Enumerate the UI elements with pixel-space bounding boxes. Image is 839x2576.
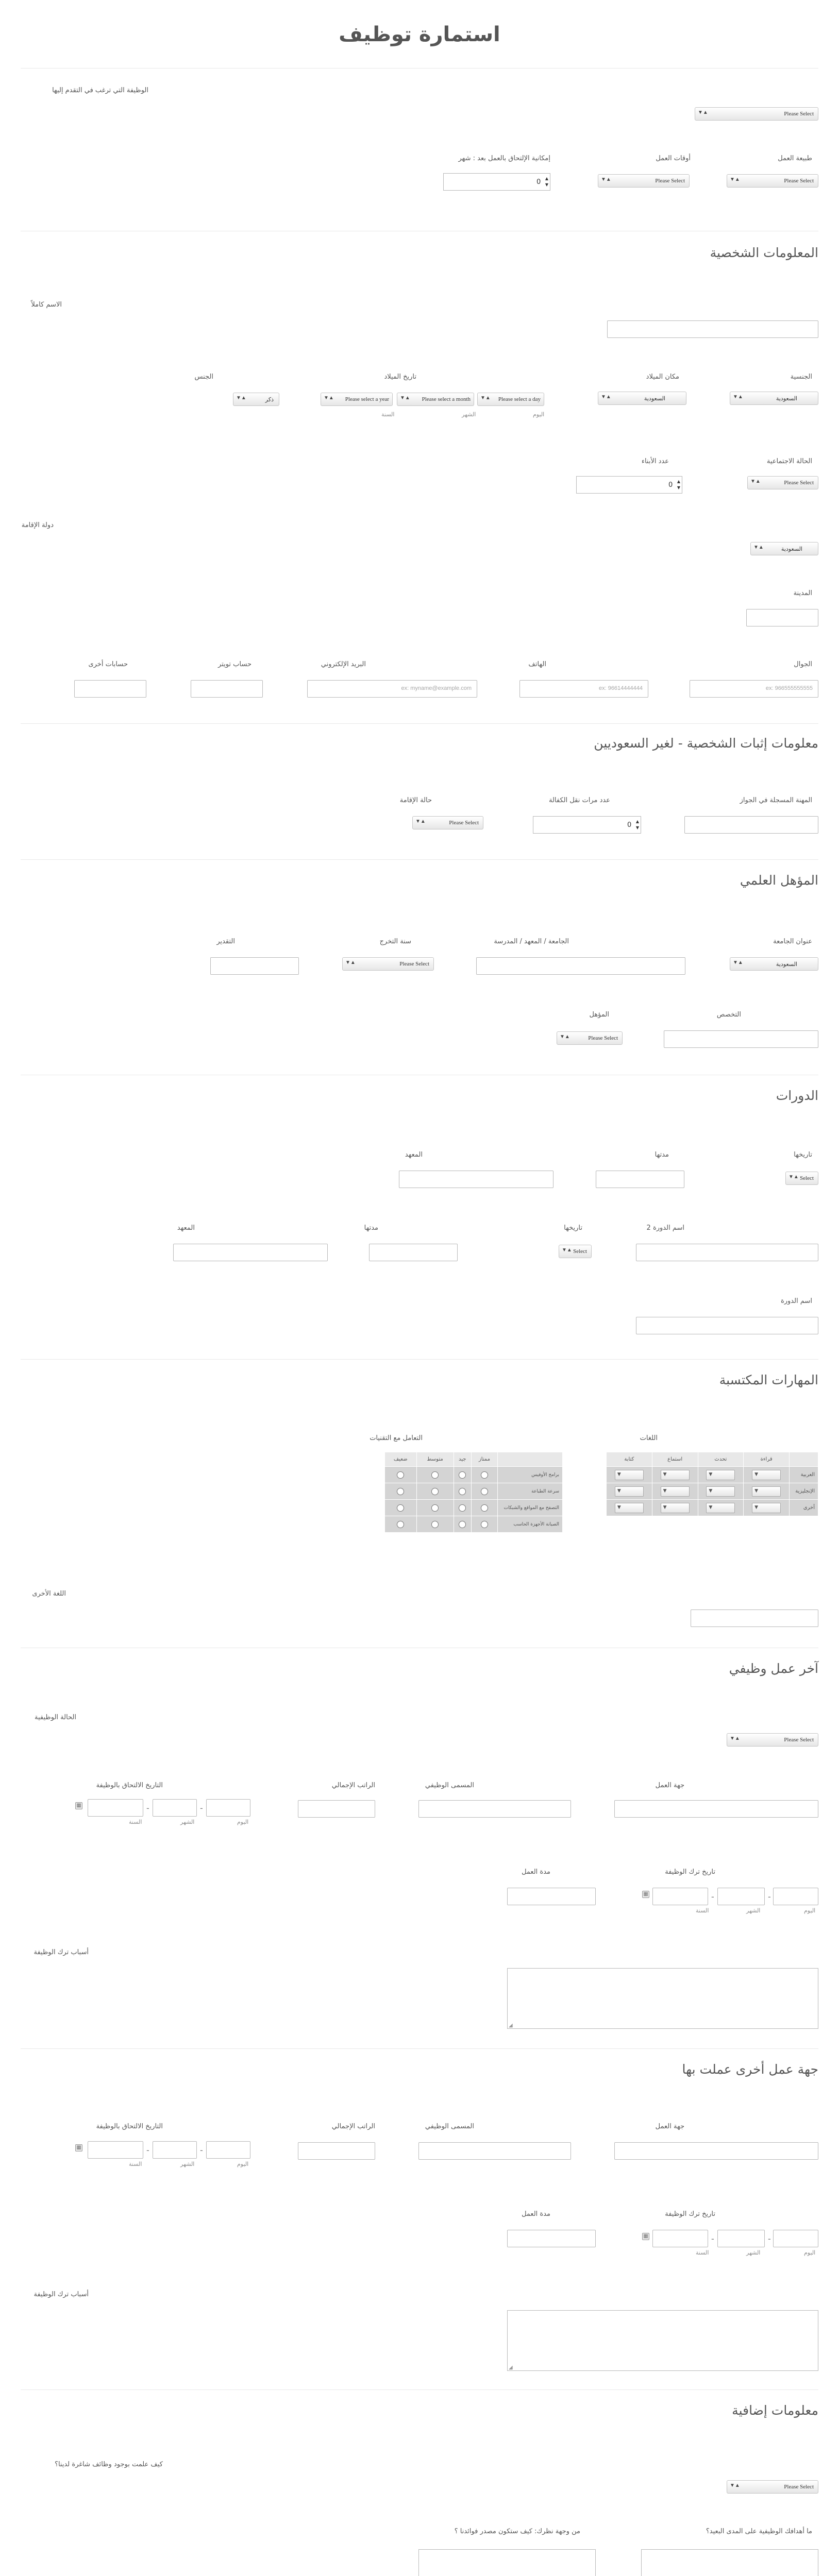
mobile-label: الجوال (794, 660, 812, 668)
major-input[interactable] (664, 1030, 818, 1048)
other-reasons-label: أسباب ترك الوظيفة (33, 2291, 89, 2298)
university-country-select[interactable]: السعودية ▲▼ (730, 957, 818, 971)
course2-name-label: اسم الدورة 2 (646, 1224, 684, 1232)
calendar-icon[interactable]: ▦ (642, 2233, 649, 2240)
divider (21, 68, 818, 69)
matrix-select[interactable]: ▼ (752, 1486, 781, 1497)
section-heading-courses: الدورات (776, 1088, 818, 1103)
chevron-down-icon: ▲▼ (753, 545, 764, 550)
course-name-input[interactable] (636, 1317, 818, 1334)
divider (21, 2048, 818, 2049)
birthdate-label: تاريخ الميلاد (384, 373, 416, 381)
birthplace-select[interactable]: السعودية ▲▼ (598, 392, 686, 405)
degree-label: المؤهل (589, 1011, 609, 1019)
reasons-textarea[interactable] (507, 1968, 818, 2029)
chevron-down-icon: ▲▼ (400, 395, 410, 401)
resize-grip-icon: ◢ (509, 2023, 513, 2028)
matrix-radio[interactable] (481, 1504, 488, 1512)
employer-label: جهة العمل (655, 1782, 684, 1789)
chevron-down-icon: ▲▼ (562, 1247, 572, 1253)
divider (21, 2389, 818, 2390)
benefit-label: من وجهة نظرك: كيف ستكون مصدر فوائدنا ؟ (454, 2528, 580, 2535)
residence-label: دولة الإقامة (21, 521, 54, 529)
matrix-select[interactable]: ▼ (615, 1503, 644, 1513)
email-label: البريد الإلكتروني (321, 660, 366, 668)
other-accounts-input[interactable] (74, 680, 146, 698)
day-sublabel: اليوم (804, 1907, 816, 1914)
job-title-label: المسمى الوظيفي (425, 1782, 474, 1789)
course2-institute-input[interactable] (173, 1244, 328, 1261)
chevron-down-icon: ▲▼ (480, 395, 491, 401)
divider (21, 1359, 818, 1360)
day-sublabel: اليوم (237, 2161, 249, 2167)
matrix-select[interactable]: ▼ (661, 1486, 690, 1497)
work-duration-label: مدة العمل (522, 1868, 550, 1876)
grad-year-select[interactable]: Please Select ▲▼ (342, 957, 434, 971)
leave-day-input[interactable] (773, 1888, 818, 1905)
tech-row-office: برامج الأوفيس (498, 1467, 563, 1483)
day-sublabel: اليوم (533, 411, 545, 418)
lang-row-arabic: العربية (790, 1467, 818, 1483)
residency-status-label: حالة الإقامة (399, 796, 432, 804)
course2-duration-input[interactable] (369, 1244, 458, 1261)
salary-label: الراتب الإجمالي (331, 1782, 375, 1789)
chevron-down-icon: ▲▼ (560, 1034, 570, 1040)
passport-job-input[interactable] (684, 816, 818, 834)
desired-job-select[interactable]: Please Select ▲▼ (695, 107, 818, 121)
benefit-textarea[interactable] (418, 2549, 596, 2576)
university-country-label: عنوان الجامعة (773, 938, 812, 945)
chevron-down-icon: ▲▼ (750, 479, 761, 484)
work-hours-select[interactable]: Please Select ▲▼ (598, 174, 690, 188)
day-sublabel: اليوم (237, 1819, 249, 1825)
full-name-label: الاسم كاملاً (31, 301, 62, 309)
course2-date-select[interactable]: Select ▲▼ (559, 1245, 592, 1258)
languages-label: اللغات (640, 1434, 658, 1442)
languages-matrix (606, 1452, 818, 1516)
year-sublabel: السنة (129, 1819, 142, 1825)
children-stepper[interactable]: 0 ▲ ▼ (576, 476, 682, 494)
how-know-label: كيف علمت بوجود وظائف شاغرة لدينا؟ (55, 2461, 163, 2468)
course2-duration-label: مدتها (364, 1224, 378, 1232)
course2-date-label: تاريخها (564, 1224, 582, 1232)
matrix-radio[interactable] (431, 1504, 439, 1512)
other-work-duration-input[interactable] (507, 2230, 596, 2247)
long-term-textarea[interactable] (641, 2549, 818, 2576)
matrix-radio[interactable] (459, 1504, 466, 1512)
start-month-input[interactable] (153, 1799, 197, 1817)
grade-label: التقدير (216, 938, 235, 945)
course-name-label: اسم الدورة (780, 1297, 812, 1305)
month-sublabel: الشهر (462, 411, 476, 418)
chevron-down-icon: ▲▼ (324, 395, 334, 401)
section-heading-personal: المعلومات الشخصية (710, 245, 818, 260)
form-title: استمارة توظيف (339, 23, 500, 46)
divider (21, 859, 818, 860)
full-name-input[interactable] (607, 320, 818, 338)
other-leave-date-label: تاريخ ترك الوظيفة (665, 2210, 715, 2218)
matrix-radio[interactable] (459, 1471, 466, 1479)
residency-status-select[interactable]: Please Select ▲▼ (412, 816, 483, 829)
lang-col-reading: قراءة (744, 1452, 790, 1467)
other-lang-label: اللغة الأخرى (32, 1590, 66, 1598)
matrix-radio[interactable] (481, 1471, 488, 1479)
tech-row-maintenance: الصيانة الأجهزة الحاسب (498, 1516, 563, 1533)
reasons-label: أسباب ترك الوظيفة (33, 1948, 89, 1956)
chevron-down-icon: ▲▼ (601, 177, 611, 182)
section-heading-other-job: جهة عمل أخرى عملت بها (682, 2062, 818, 2077)
other-lang-input[interactable] (691, 1609, 818, 1627)
chevron-down-icon: ▲▼ (698, 110, 708, 115)
section-heading-last-job: آخر عمل وظيفي (729, 1661, 818, 1676)
course-date-label: تاريخها (794, 1151, 812, 1159)
other-salary-input[interactable] (298, 2142, 375, 2160)
other-reasons-textarea[interactable] (507, 2310, 818, 2371)
year-sublabel: السنة (129, 2161, 142, 2167)
mobile-input[interactable]: ex: 966555555555 (690, 680, 818, 698)
calendar-icon[interactable]: ▦ (75, 2144, 82, 2151)
course-institute-label: المعهد (405, 1151, 423, 1159)
city-label: المدينة (793, 589, 812, 597)
major-label: التخصص (716, 1011, 741, 1019)
other-work-duration-label: مدة العمل (522, 2210, 550, 2218)
other-employer-label: جهة العمل (655, 2123, 684, 2130)
matrix-select[interactable]: ▼ (706, 1503, 735, 1513)
chevron-down-icon: ▲▼ (730, 177, 740, 182)
twitter-input[interactable] (191, 680, 263, 698)
course-date-select[interactable]: Select ▲▼ (785, 1172, 818, 1185)
phone-input[interactable]: ex: 96614444444 (519, 680, 648, 698)
tech-matrix (384, 1452, 563, 1533)
tech-col-average: متوسط (416, 1452, 454, 1467)
tech-row-typing: سرعة الطباعة (498, 1483, 563, 1500)
matrix-select[interactable]: ▼ (661, 1470, 690, 1480)
university-input[interactable] (476, 957, 685, 975)
other-leave-day-input[interactable] (773, 2230, 818, 2247)
other-accounts-label: حسابات أخرى (88, 660, 128, 668)
day-sublabel: اليوم (804, 2249, 816, 2256)
other-start-date-label: التاريخ الالتحاق بالوظيفة (96, 2123, 163, 2130)
availability-label: إمكانية الإلتحاق بالعمل بعد : شهر (458, 155, 550, 162)
lang-row-english: الإنجليزية (790, 1483, 818, 1500)
other-leave-month-input[interactable] (717, 2230, 765, 2247)
other-job-title-input[interactable] (418, 2142, 571, 2160)
matrix-select[interactable]: ▼ (706, 1470, 735, 1480)
job-title-input[interactable] (418, 1800, 571, 1818)
chevron-down-icon: ▲▼ (415, 819, 426, 824)
matrix-select[interactable]: ▼ (752, 1503, 781, 1513)
marital-label: الحالة الاجتماعية (766, 457, 812, 465)
matrix-select[interactable]: ▼ (615, 1486, 644, 1497)
other-employer-input[interactable] (614, 2142, 818, 2160)
matrix-radio[interactable] (397, 1504, 404, 1512)
sponsor-transfers-label: عدد مرات نقل الكفالة (548, 796, 610, 804)
leave-month-input[interactable] (717, 1888, 765, 1905)
city-input[interactable] (746, 609, 818, 626)
birth-year-select[interactable]: Please select a year ▲▼ (321, 393, 393, 406)
chevron-down-icon: ▲▼ (733, 394, 743, 400)
nationality-select[interactable]: السعودية ▲▼ (730, 392, 818, 405)
matrix-radio[interactable] (431, 1471, 439, 1479)
matrix-radio[interactable] (397, 1488, 404, 1495)
university-label: الجامعة / المعهد / المدرسة (494, 938, 569, 945)
marital-select[interactable]: Please Select ▲▼ (747, 476, 818, 489)
other-start-year-input[interactable] (88, 2141, 143, 2159)
chevron-down-icon: ▲▼ (730, 2483, 740, 2488)
course-institute-input[interactable] (399, 1171, 553, 1188)
gender-label: الجنس (194, 373, 213, 381)
course2-name-input[interactable] (636, 1244, 818, 1261)
availability-stepper[interactable]: 0 ▲ ▼ (443, 173, 550, 191)
birth-day-select[interactable]: Please select a day ▲▼ (477, 393, 544, 406)
lang-col-speaking: تحدث (698, 1452, 744, 1467)
course-duration-label: مدتها (655, 1151, 669, 1159)
month-sublabel: الشهر (180, 2161, 195, 2167)
tech-col-good: جيد (454, 1452, 471, 1467)
children-label: عدد الأبناء (641, 457, 669, 465)
job-status-select[interactable]: Please Select ▲▼ (727, 1733, 818, 1747)
chevron-down-icon: ▲▼ (236, 395, 246, 401)
birth-month-select[interactable]: Please select a month ▲▼ (397, 393, 474, 406)
matrix-select[interactable]: ▼ (661, 1503, 690, 1513)
residence-select[interactable]: السعودية ▲▼ (750, 542, 818, 555)
job-status-label: الحالة الوظيفية (34, 1714, 76, 1721)
month-sublabel: الشهر (746, 1907, 761, 1914)
matrix-radio[interactable] (459, 1521, 466, 1528)
matrix-radio[interactable] (397, 1471, 404, 1479)
email-input[interactable]: ex: myname@example.com (307, 680, 477, 698)
year-sublabel: السنة (381, 411, 395, 418)
calendar-icon[interactable]: ▦ (642, 1891, 649, 1898)
matrix-radio[interactable] (459, 1488, 466, 1495)
other-start-day-input[interactable] (206, 2141, 250, 2159)
start-date-label: التاريخ الالتحاق بالوظيفة (96, 1782, 163, 1789)
work-nature-select[interactable]: Please Select ▲▼ (727, 174, 818, 188)
resize-grip-icon: ◢ (509, 2365, 513, 2370)
gender-select[interactable]: ذكر ▲▼ (233, 393, 279, 406)
grad-year-label: سنة التخرج (379, 938, 411, 945)
degree-select[interactable]: Please Select ▲▼ (557, 1031, 623, 1045)
divider (21, 723, 818, 724)
tech-label: التعامل مع التقنيات (370, 1434, 423, 1442)
leave-year-input[interactable] (652, 1888, 708, 1905)
chevron-down-icon: ▲▼ (345, 960, 356, 965)
tech-col-weak: ضعيف (385, 1452, 417, 1467)
lang-col-writing: كتابة (607, 1452, 652, 1467)
section-heading-id: معلومات إثبات الشخصية - لغير السعوديين (594, 736, 818, 751)
matrix-radio[interactable] (481, 1521, 488, 1528)
matrix-select[interactable]: ▼ (706, 1486, 735, 1497)
tech-col-excellent: ممتاز (471, 1452, 497, 1467)
course-duration-input[interactable] (596, 1171, 684, 1188)
chevron-down-icon: ▲▼ (601, 394, 611, 400)
matrix-select[interactable]: ▼ (615, 1470, 644, 1480)
matrix-radio[interactable] (431, 1521, 439, 1528)
lang-row-other: أخرى (790, 1500, 818, 1516)
other-leave-year-input[interactable] (652, 2230, 708, 2247)
sponsor-transfers-stepper[interactable]: 0 ▲ ▼ (533, 816, 641, 834)
desired-job-label: الوظيفة التي ترغب في التقدم إليها (52, 87, 148, 94)
tech-row-browsing: التصفح مع المواقع والشبكات (498, 1500, 563, 1516)
year-sublabel: السنة (696, 1907, 709, 1914)
twitter-label: حساب تويتر (217, 660, 251, 668)
passport-job-label: المهنة المسجلة في الجواز (740, 796, 812, 804)
birthplace-label: مكان الميلاد (646, 373, 679, 381)
work-duration-input[interactable] (507, 1888, 596, 1905)
long-term-label: ما أهدافك الوظيفية على المدى البعيد؟ (706, 2528, 812, 2535)
month-sublabel: الشهر (746, 2249, 761, 2256)
work-hours-label: أوقات العمل (656, 155, 691, 162)
salary-input[interactable] (298, 1800, 375, 1818)
start-day-input[interactable] (206, 1799, 250, 1817)
section-heading-education: المؤهل العلمي (740, 873, 818, 888)
year-sublabel: السنة (696, 2249, 709, 2256)
other-start-month-input[interactable] (153, 2141, 197, 2159)
section-heading-extra: معلومات إضافية (732, 2403, 818, 2418)
matrix-radio[interactable] (481, 1488, 488, 1495)
leave-date-label: تاريخ ترك الوظيفة (665, 1868, 715, 1876)
nationality-label: الجنسية (790, 373, 812, 381)
lang-col-listening: استماع (652, 1452, 698, 1467)
other-salary-label: الراتب الإجمالي (331, 2123, 375, 2130)
matrix-radio[interactable] (397, 1521, 404, 1528)
grade-input[interactable] (210, 957, 299, 975)
section-heading-skills: المهارات المكتسبة (719, 1372, 818, 1387)
other-job-title-label: المسمى الوظيفي (425, 2123, 474, 2130)
chevron-down-icon: ▲▼ (730, 1736, 740, 1741)
matrix-radio[interactable] (431, 1488, 439, 1495)
calendar-icon[interactable]: ▦ (75, 1802, 82, 1809)
chevron-down-icon: ▲▼ (788, 1174, 799, 1180)
phone-label: الهاتف (528, 660, 546, 668)
month-sublabel: الشهر (180, 1819, 195, 1825)
employer-input[interactable] (614, 1800, 818, 1818)
work-nature-label: طبيعة العمل (778, 155, 812, 162)
how-know-select[interactable]: Please Select ▲▼ (727, 2480, 818, 2494)
start-year-input[interactable] (88, 1799, 143, 1817)
chevron-down-icon: ▲▼ (733, 960, 743, 965)
matrix-select[interactable]: ▼ (752, 1470, 781, 1480)
course2-institute-label: المعهد (177, 1224, 195, 1232)
